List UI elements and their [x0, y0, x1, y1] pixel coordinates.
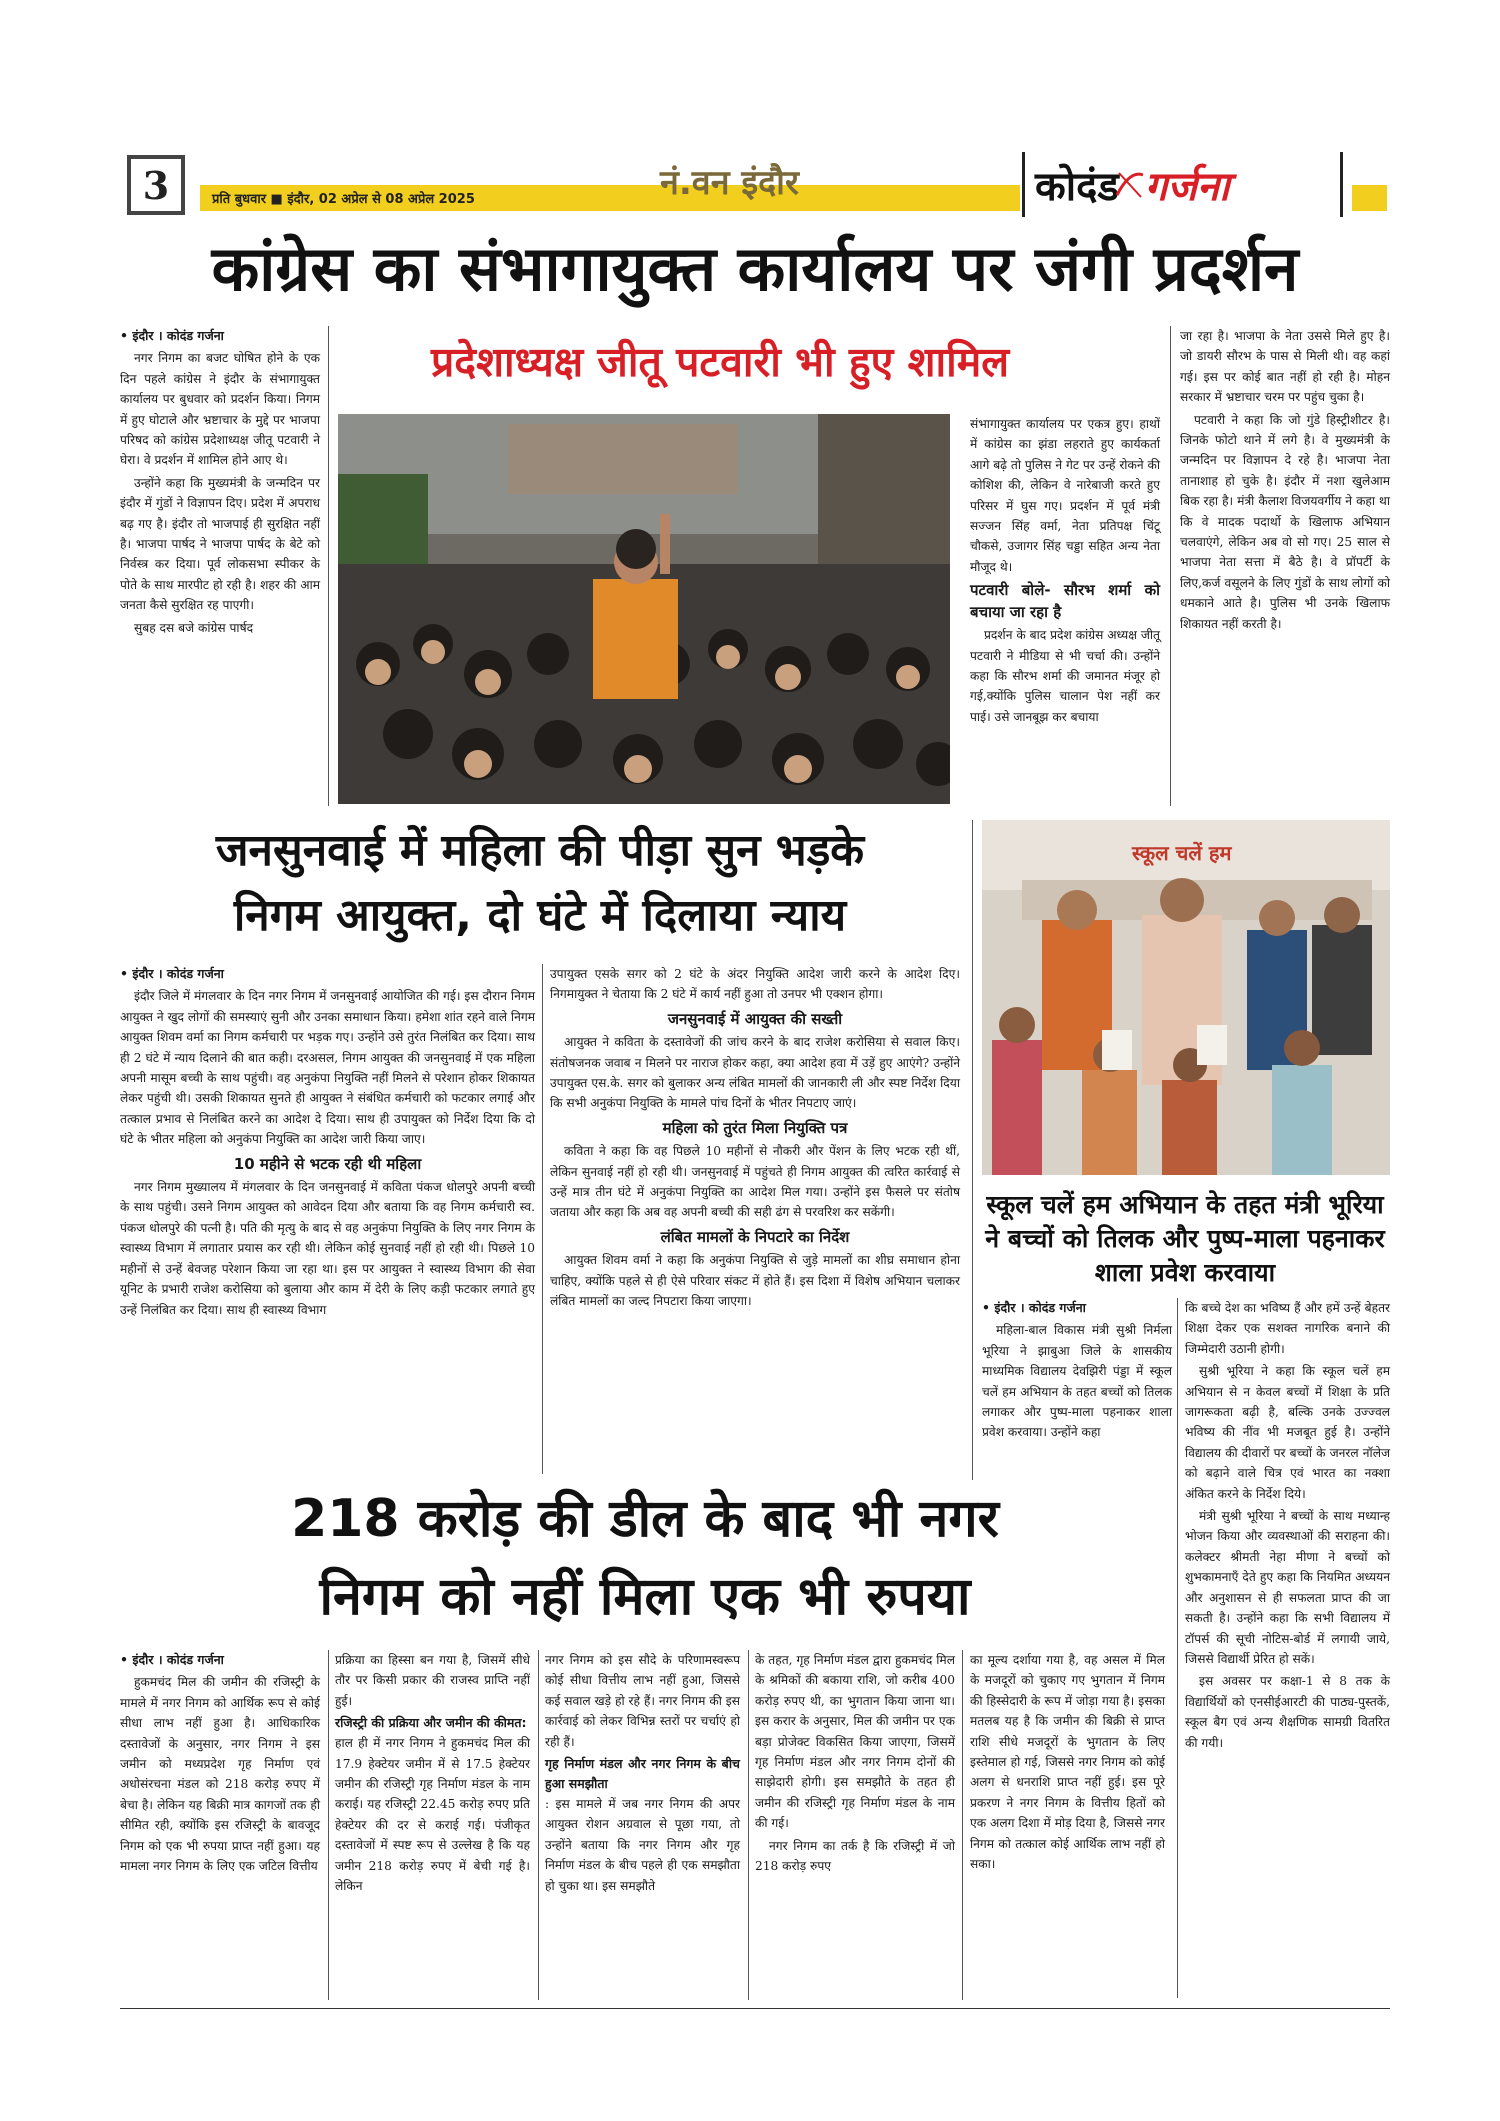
- story4-col1-p1: हुकमचंद मिल की जमीन की रजिस्ट्री के मामले में नगर निगम को आर्थिक रूप से कोई सीधा लाभ नहीं हुआ है। आधिकारिक दस्तावेजों के अनुसार, नगर निगम ने इस जमीन को मध्यप्रदेश गृह निर्माण एवं अधोसंरचना मंडल को 218 करोड़ रुपए में बेचा है। लेकिन यह बिक्री मात्र कागजों तक ही सीमित रही, क्योंकि इस रजिस्ट्री के बावजूद निगम को एक भी रुपया प्राप्त नहीं हुआ। यह मामला नगर निगम के लिए एक जटिल वित्तीय: [120, 1675, 320, 1874]
- story1-col4-p2: पटवारी ने कहा कि जो गुंडे हिस्ट्रीशीटर है। जिनके फोटो थाने में लगे है। वे मुख्यमंत्री के जन्मदिन पर विज्ञापन दे रहे है। भाजपा नेता तानाशाह हो चुके है। इंदौर में नशा खुलेआम बिक रहा है। मंत्री कैलाश विजयवर्गीय ने कहा था कि वे मादक पदार्थो के खिलाफ अभियान चलवाएंगे, लेकिन अब वो सो गए। 25 साल से भाजपा नेता सत्ता में बैठे है। वे प्रॉपर्टी के लिए,कर्ज वसूलने के लिए गुंडों के साथ लोगों को धमकाने आते है। पुलिस भी उनके खिलाफ शिकायत नहीं करती है।: [1180, 412, 1390, 631]
- story4-headline-line1: 218 करोड़ की डील के बाद भी नगर: [291, 1489, 999, 1549]
- story2-headline-line1: जनसुनवाई में महिला की पीड़ा सुन भड़के: [215, 825, 865, 876]
- story4-col3-p1: नगर निगम को इस सौदे के परिणामस्वरूप कोई सीधा वित्तीय लाभ नहीं हुआ, जिससे कई सवाल खड़े हो रहे हैं। नगर निगम की इस कार्रवाई को लेकर विभिन्न स्तरों पर चर्चाएं हो रही हैं।: [545, 1653, 740, 1749]
- header-divider-left: [1022, 152, 1025, 217]
- story1-headline: कांग्रेस का संभागायुक्त कार्यालय पर जंगी प्रदर्शन: [211, 232, 1299, 305]
- story3-col1-p1: महिला-बाल विकास मंत्री सुश्री निर्मला भूरिया ने झाबुआ जिले के शासकीय माध्यमिक विद्यालय देवझिरी पंड्डा में स्कूल चलें हम अभियान के तहत बच्चों को तिलक लगाकर और पुष्प-माला पहनाकर शाला प्रवेश करवाया। उन्होंने कहा: [982, 1323, 1172, 1440]
- story1-subheadline: प्रदेशाध्यक्ष जीतू पटवारी भी हुए शामिल: [430, 338, 1010, 386]
- story1-col3-subhead: पटवारी बोले- सौरभ शर्मा को बचाया जा रहा है: [970, 581, 1160, 622]
- story1-col1-p1: नगर निगम का बजट घोषित होने के एक दिन पहले कांग्रेस ने इंदौर के संभागायुक्त कार्यालय पर बुधवार को प्रदर्शन किया। निगम में हुए घोटाले और भ्रष्टाचार के मुद्दे पर भाजपा परिषद को कांग्रेस प्रदेशाध्यक्ष जीतू पटवारी ने घेरा। वे प्रदर्शन में शामिल होने आए थे।: [120, 351, 320, 468]
- story3-col1: [982, 1298, 1172, 1445]
- divider-s2-a: [542, 964, 543, 1474]
- story3-headline: स्कूल चलें हम अभियान के तहत मंत्री भूरिया ने बच्चों को तिलक और पुष्प-माला पहनाकर शाला प्रवेश करवाया: [985, 1190, 1385, 1287]
- story1-col3-p2: प्रदर्शन के बाद प्रदेश कांग्रेस अध्यक्ष जीतू पटवारी ने मीडिया से भी चर्चा की। उन्होंने कहा कि सौरभ शर्मा की जमानत मंजूर हो गई,क्योंकि पुलिस चालान पेश नहीं कर पाई। उसे जानबूझ कर बचाया: [970, 628, 1160, 724]
- story2-sub2: जनसुनवाई में आयुक्त की सख्ती: [667, 1009, 843, 1028]
- divider-s1-b: [1170, 326, 1171, 806]
- story3-col2: [1185, 1298, 1390, 1755]
- story4-col4-p2: नगर निगम का तर्क है कि रजिस्ट्री में जो 218 करोड़ रुपए: [755, 1838, 955, 1874]
- story1-col4: [1180, 326, 1390, 636]
- issue-line: प्रति बुधवार ■ इंदौर, 02 अप्रेल से 08 अप्रेल 2025: [212, 192, 475, 207]
- story2-col2-p4: आयुक्त शिवम वर्मा ने कहा कि अनुकंपा नियुक्ति से जुड़े मामलों का शीघ्र समाधान होना चाहिए, क्योंकि पहले से ही ऐसे परिवार संकट में होते हैं। इस दिशा में विशेष अभियान चलाकर लंबित मामलों का जल्द निपटारा किया जाएगा।: [550, 1253, 960, 1309]
- bottom-rule: [120, 2008, 1390, 2009]
- story2-byline: • इंदौर । कोदंड गर्जना: [120, 966, 224, 981]
- story2-col2-p3: कविता ने कहा कि वह पिछले 10 महीनों से नौकरी और पेंशन के लिए भटक रही थीं, लेकिन सुनवाई नहीं हो रही थी। जनसुनवाई में पहुंचते ही निगम आयुक्त की त्वरित कार्रवाई से उन्हें मात्र तीन घंटे में अनुकंपा नियुक्ति का आदेश मिल गया। उन्होंने इस फैसले पर संतोष जताया और कहा कि अब वह अपनी बच्ची की सही ढंग से परवरिश कर सकेंगी।: [550, 1144, 960, 1220]
- story4-col3-subhead: गृह निर्माण मंडल और नगर निगम के बीच हुआ समझौता: [545, 1756, 740, 1792]
- story4-col5-p1: का मूल्य दर्शाया गया है, वह असल में मिल के मजदूरों को चुकाए गए भुगतान में निगम की हिस्सेदारी के रूप में जोड़ा गया है। इसका मतलब यह है कि जमीन की बिक्री से प्राप्त राशि सीधे मजदूरों के भुगतान के लिए इस्तेमाल हो गई, जिससे नगर निगम को कोई अलग से धनराशि प्राप्त नहीं हुई। इस पूरे प्रकरण ने नगर निगम के वित्तीय हितों को एक अलग दिशा में मोड़ दिया है, जिससे नगर निगम को तत्काल कोई आर्थिक लाभ नहीं हो सका।: [970, 1653, 1165, 1872]
- brand-part2: गर्जना: [1144, 164, 1230, 210]
- story1-col4-p1: जा रहा है। भाजपा के नेता उससे मिले हुए है। जो डायरी सौरभ के पास से मिली थी। वह कहां गई। इस पर कोई बात नहीं हो रही है। मोहन सरकार में भ्रष्टाचार चरम पर पहुंच चुका है।: [1180, 329, 1390, 405]
- story1-col3-p1: संभागायुक्त कार्यालय पर एकत्र हुए। हाथों में कांग्रेस का झंडा लहराते हुए कार्यकर्ता आगे बढ़े तो पुलिस ने गेट पर उन्हें रोकने की कोशिश की, लेकिन वे नारेबाजी करते हुए परिसर में घुस गए। प्रदर्शन में पूर्व मंत्री सज्जन सिंह वर्मा, नेता प्रतिपक्ष चिंटू चौकसे, उजागर सिंह चड्डा सहित अन्य नेता मौजूद थे।: [970, 417, 1160, 574]
- story3-col2-p1: कि बच्चे देश का भविष्य हैं और हमें उन्हें बेहतर शिक्षा देकर एक सशक्त नागरिक बनाने की जिम्मेदारी उठानी होगी।: [1185, 1301, 1390, 1356]
- story4-byline: • इंदौर । कोदंड गर्जना: [120, 1652, 224, 1667]
- story3-col2-p2: सुश्री भूरिया ने कहा कि स्कूल चलें हम अभियान से न केवल बच्चों में शिक्षा के प्रति जागरूकता बढ़ी है, बल्कि उनके उज्ज्वल भविष्य की नींव भी मजबूत हुई है। उन्होंने विद्यालय की दीवारों पर बच्चों के जनरल नॉलेज को बढ़ाने वाले चित्र एवं भारत का नक्शा अंकित करने के निर्देश दिये।: [1185, 1364, 1390, 1501]
- header-yellow-bar-right: [1352, 185, 1387, 211]
- story2-sub4: लंबित मामलों के निपटारे का निर्देश: [660, 1227, 850, 1246]
- story2-headline-line2: निगम आयुक्त, दो घंटे में दिलाया न्याय: [233, 890, 847, 941]
- brand-part1: कोदंड: [1035, 164, 1119, 210]
- divider-s4-a: [328, 1650, 329, 2000]
- header-divider-right: [1340, 152, 1343, 217]
- story4-col2-p1: प्रक्रिया का हिस्सा बन गया है, जिसमें सीधे तौर पर किसी प्रकार की राजस्व प्राप्ति नहीं हुई।: [335, 1653, 530, 1708]
- story1-col1: [120, 326, 320, 640]
- arrow-icon: [1115, 165, 1145, 205]
- divider-s4-d: [962, 1650, 963, 2000]
- divider-s3: [1177, 1298, 1178, 1998]
- story2-col1: [120, 964, 535, 1322]
- masthead-logo: [1035, 152, 1335, 217]
- story3-byline: • इंदौर । कोदंड गर्जना: [982, 1300, 1086, 1315]
- story4-col2: [335, 1650, 530, 1898]
- story4-col2-p2: हाल ही में नगर निगम ने हुकमचंद मिल की 17.9 हेक्टेयर जमीन में से 17.5 हेक्टेयर जमीन की रजिस्ट्री गृह निर्माण मंडल के नाम कराई। यह रजिस्ट्री 22.45 करोड़ रुपए प्रति हेक्टेयर की दर से कराई गई। पंजीकृत दस्तावेजों में स्पष्ट रूप से उल्लेख है कि यह जमीन 218 करोड़ रुपए में बेची गई है। लेकिन: [335, 1736, 530, 1894]
- divider-s2-b: [972, 820, 973, 1480]
- page-number-box: [127, 155, 185, 215]
- story3-col2-p4: इस अवसर पर कक्षा-1 से 8 तक के विद्यार्थियों को एनसीईआरटी की पाठ्य-पुस्तकें, स्कूल बैग एवं अन्य शैक्षणिक सामग्री वितरित की गयी।: [1185, 1674, 1390, 1750]
- story1-col1-p3: सुबह दस बजे कांग्रेस पार्षद: [134, 620, 254, 635]
- story4-headline-line2: निगम को नहीं मिला एक भी रुपया: [319, 1567, 971, 1627]
- protest-crowd-image: [338, 414, 950, 804]
- protest-photo: [338, 414, 950, 804]
- story4-col4: [755, 1650, 955, 1878]
- story4-col2-subhead: रजिस्ट्री की प्रक्रिया और जमीन की कीमत:: [335, 1715, 527, 1731]
- divider-s4-b: [538, 1650, 539, 2000]
- story2-col2: [550, 964, 960, 1314]
- story4-col3-p2: : इस मामले में जब नगर निगम की अपर आयुक्त रोशन अग्रवाल से पूछा गया, तो उन्होंने बताया कि नगर निगम और गृह निर्माण मंडल के बीच पहले ही एक समझौता हो चुका था। इस समझौते: [545, 1797, 740, 1893]
- story2-col1-p1: इंदौर जिले में मंगलवार के दिन नगर निगम में जनसुनवाई आयोजित की गई। इस दौरान निगम आयुक्त ने खुद लोगों की समस्याएं सुनी और उनका समाधान किया। हमेशा शांत रहने वाले निगम आयुक्त शिवम वर्मा का निगम कर्मचारी पर भड़क गए। उन्होंने उसे तुरंत निलंबित कर दिया। साथ ही 2 घंटे में न्याय दिलाने की बात कही। दरअसल, निगम आयुक्त की जनसुनवाई में एक महिला अपनी मासूम बच्ची के साथ पहुंची। वह अनुकंपा नियुक्ति नहीं मिलने से परेशान होकर शिकायत लेकर पहुंची थी। उसकी शिकायत सुनते ही आयुक्त ने संबंधित कर्मचारी को फटकार लगाई और तत्काल प्रभाव से निलंबित करने का आदेश दे दिया। साथ ही उपायुक्त को निर्देश दिया कि दो घंटे के भीतर महिला को अनुकंपा नियुक्ति का आदेश जारी किया जाए।: [120, 989, 535, 1147]
- story2-sub1: 10 महीने से भटक रही थी महिला: [233, 1154, 422, 1173]
- divider-s4-c: [748, 1650, 749, 2000]
- divider-s1-a: [328, 326, 329, 806]
- story3-col2-p3: मंत्री सुश्री भूरिया ने बच्चों के साथ मध्यान्ह भोजन किया और व्यवस्थाओं की सराहना की। कलेक्टर श्रीमती नेहा मीणा ने बच्चों को शुभकामनाएँ देते हुए कहा कि नियमित अध्ययन और अनुशासन से ही सफलता प्राप्त की जा सकती है। उन्होंने कहा कि सभी विद्यालय में टॉपर्स की सूची नोटिस-बोर्ड में लगायी जाये, जिससे विद्यार्थी प्रेरित हो सकें।: [1185, 1509, 1390, 1666]
- story1-byline: • इंदौर । कोदंड गर्जना: [120, 328, 224, 343]
- page-number: 3: [142, 162, 170, 208]
- story2-col1-p2: नगर निगम मुख्यालय में मंगलवार के दिन जनसुनवाई में कविता पंकज धोलपुरे अपनी बच्ची के साथ पहुंची। उसने निगम आयुक्त को आवेदन दिया और बताया कि वह निगम कर्मचारी स्व. पंकज धोलपुरे की पत्नी है। पति की मृत्यु के बाद से वह अनुकंपा नियुक्ति के लिए नगर निगम के स्वास्थ्य विभाग में लगातार प्रयास कर रही थी। लेकिन कोई सुनवाई नहीं हो रही थी। पिछले 10 महीनों से उन्हें बेवजह परेशान किया जा रहा था। इस पर आयुक्त ने स्वास्थ्य विभाग की सेवा यूनिट के प्रभारी राजेश करोसिया को बुलाया और काम में देरी के लिए कड़ी फटकार लगाते हुए उन्हें निलंबित कर दिया। साथ ही स्वास्थ्य विभाग: [120, 1180, 535, 1317]
- story2-col2-p2: आयुक्त ने कविता के दस्तावेजों की जांच करने के बाद राजेश करोसिया से सवाल किए। संतोषजनक जवाब न मिलने पर नाराज होकर कहा, क्या आदेश हवा में उड़ें हुए आएंगे? उन्होंने उपायुक्त एस.के. सगर को बुलाकर अन्य लंबित मामलों की जानकारी ली और स्पष्ट निर्देश दिया कि सभी अनुकंपा नियुक्ति के मामले पांच दिनों के भीतर निपटाए जाएं।: [550, 1035, 960, 1111]
- school-photo: [982, 820, 1390, 1175]
- story4-col5: [970, 1650, 1165, 1876]
- story1-col3: [970, 414, 1160, 729]
- story1-col1-p2: उन्होंने कहा कि मुख्यमंत्री के जन्मदिन पर इंदौर में गुंडों ने विज्ञापन दिए। प्रदेश में अपराध बढ़ गए है। इंदौर तो भाजपाई ही सुरक्षित नहीं है। भाजपा पार्षद ने भाजपा पार्षद के बेटे को निर्वस्त्र कर दिया। पूर्व लोकसभा स्पीकर के पोते के साथ मारपीट हो रही है। शहर की आम जनता कैसे सुरक्षित रह पाएगी।: [120, 475, 320, 613]
- school-banner-text: स्कूल चलें हम: [1132, 841, 1232, 865]
- story4-col1: [120, 1650, 320, 1878]
- section-name: नं.वन इंदौर: [660, 163, 799, 203]
- school-event-image: [982, 820, 1390, 1175]
- story2-col2-p1: उपायुक्त एसके सगर को 2 घंटे के अंदर नियुक्ति आदेश जारी करने के आदेश दिए। निगमायुक्त ने चेताया कि 2 घंटे में कार्य नहीं हुआ तो उनपर भी एक्शन होगा।: [550, 967, 960, 1002]
- story4-col3: [545, 1650, 740, 1898]
- story4-col4-p1: के तहत, गृह निर्माण मंडल द्वारा हुकमचंद मिल के श्रमिकों की बकाया राशि, जो करीब 400 करोड़ रुपए थी, का भुगतान किया जाना था। इस करार के अनुसार, मिल की जमीन पर एक बड़ा प्रोजेक्ट विकसित किया जाएगा, जिसमें गृह निर्माण मंडल और नगर निगम दोनों की साझेदारी होगी। इस समझौते के तहत ही जमीन की रजिस्ट्री गृह निर्माण मंडल के नाम की गई।: [755, 1653, 955, 1831]
- story2-sub3: महिला को तुरंत मिला नियुक्ति पत्र: [662, 1118, 848, 1137]
